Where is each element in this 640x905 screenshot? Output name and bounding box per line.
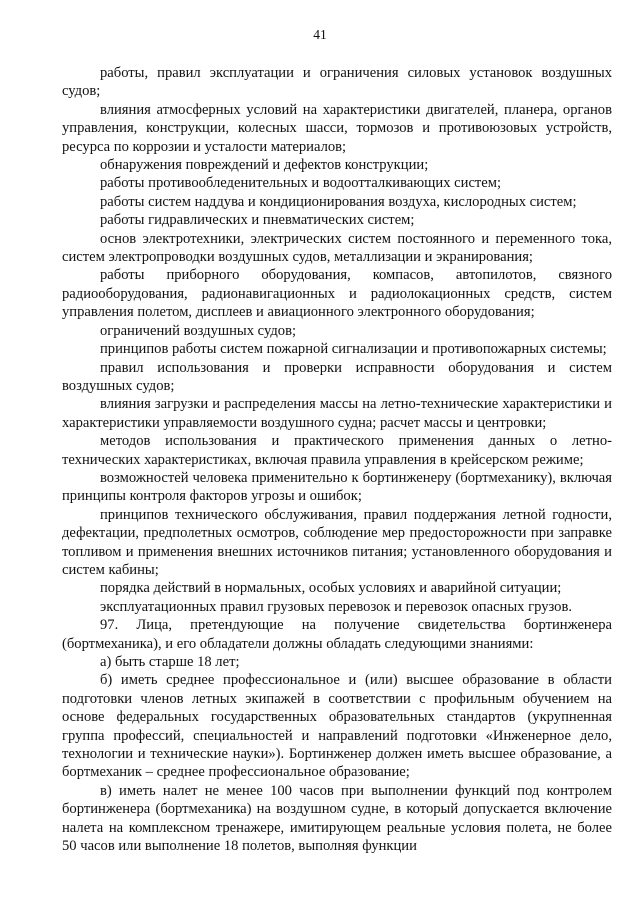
paragraph: влияния загрузки и распределения массы на летно-технические характеристики и характеристики управляемости воздушного судна; расчет массы и центровки; xyxy=(62,396,612,431)
page-number: 41 xyxy=(313,27,327,42)
paragraph: работы, правил эксплуатации и ограничения силовых установок воздушных судов; xyxy=(62,65,612,100)
paragraph: правил использования и проверки исправности оборудования и систем воздушных судов; xyxy=(62,359,612,394)
paragraph: эксплуатационных правил грузовых перевозок и перевозок опасных грузов. xyxy=(100,598,573,615)
paragraph: обнаружения повреждений и дефектов конструкции; xyxy=(100,157,429,174)
paragraph: ограничений воздушных судов; xyxy=(100,322,297,339)
paragraph: основ электротехники, электрических систем постоянного и переменного тока, систем электропроводки воздушных судов, металлизации и экранирования; xyxy=(62,230,612,266)
paragraph: принципов работы систем пожарной сигнализации и противопожарных системы; xyxy=(100,341,607,358)
document-body xyxy=(62,64,612,855)
paragraph: порядка действий в нормальных, особых условиях и аварийной ситуации; xyxy=(100,580,562,597)
paragraph: 97. Лица, претендующие на получение свидетельства бортинженера (бортмеханика), и его обладатели должны обладать следующими знаниями: xyxy=(62,617,612,652)
paragraph: работы систем наддува и кондиционирования воздуха, кислородных систем; xyxy=(100,193,577,210)
paragraph: работы приборного оборудования, компасов, автопилотов, связного радиооборудования, радионавигационных и радиолокационных средств, систем управления полетом, дисплеев и авиационного электронного оборудования; xyxy=(62,267,612,321)
paragraph: работы противообледенительных и водоотталкивающих систем; xyxy=(100,175,502,192)
paragraph: методов использования и практического применения данных о летно-технических характеристиках, включая правила управления в крейсерском режиме; xyxy=(62,433,612,468)
paragraph: а) быть старше 18 лет; xyxy=(100,654,240,670)
paragraph: принципов технического обслуживания, правил поддержания летной годности, дефектации, предполетных осмотров, соблюдение мер предосторожности при заправке топливом и применения внешних источников питания; установленного оборудования и систем кабины; xyxy=(62,506,612,578)
paragraph: работы гидравлических и пневматических систем; xyxy=(100,212,415,229)
paragraph: б) иметь среднее профессиональное и (или) высшее образование в области подготовки членов летных экипажей в соответствии с профильным обучением на основе федеральных государственных образовательных стандартов (укрупненная группа профессий, специальностей и направлений подготовки «Инженерное дело, технологии и технические науки»). Бортинженер должен иметь высшее образование, а бортмеханик – среднее профессиональное образование; xyxy=(62,672,612,781)
paragraph: возможностей человека применительно к бортинженеру (бортмеханику), включая принципы контроля факторов угрозы и ошибок; xyxy=(62,469,612,505)
paragraph: в) иметь налет не менее 100 часов при выполнении функций под контролем бортинженера (бортмеханика) на воздушном судне, в который допускается включение налета на комплексном тренажере, имитирующем реальные условия полета, не более 50 часов или выполнение 18 полетов, выполняя функции xyxy=(62,782,612,855)
paragraph: влияния атмосферных условий на характеристики двигателей, планера, органов управления, конструкции, колесных шасси, тормозов и противоюзовых устройств, ресурса по коррозии и усталости материалов; xyxy=(62,101,612,155)
